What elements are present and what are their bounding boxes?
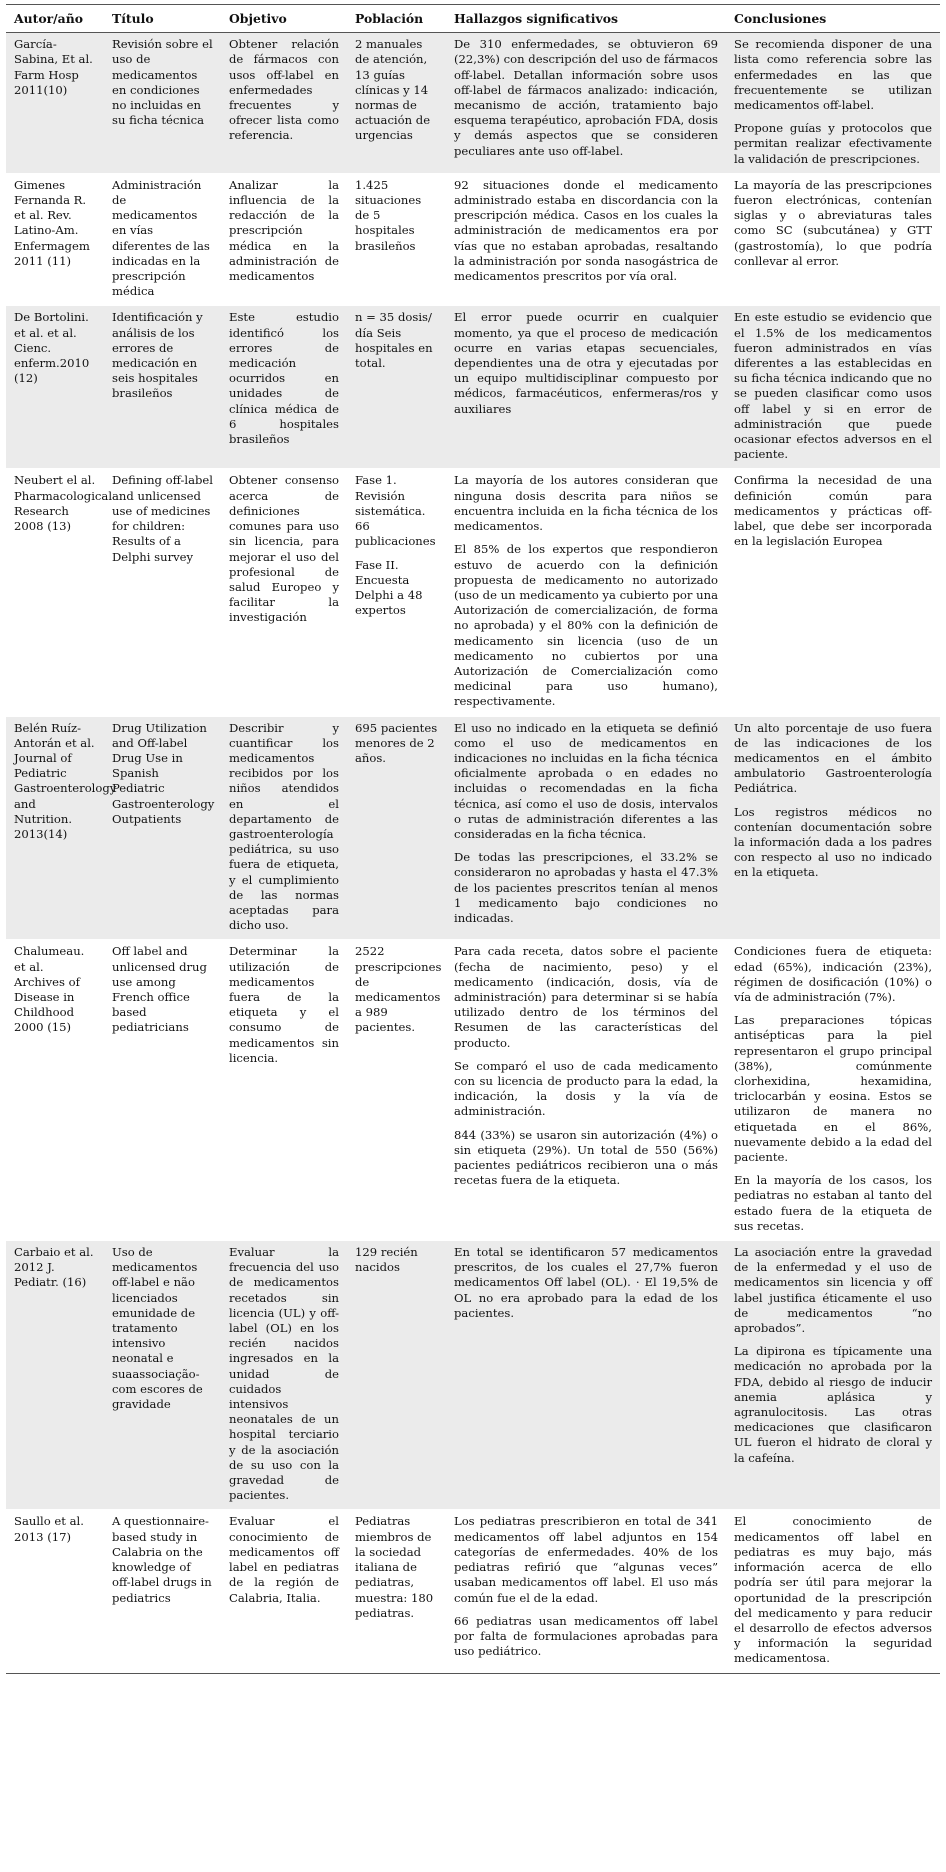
cell-objetivo: Obtener consenso acerca de definiciones comunes para uso sin licencia, para mejorar el uso del profesional de salud Europeo y facilitar la investigación — [229, 473, 339, 625]
cell-poblacion — [347, 1510, 446, 1673]
cell-poblacion — [347, 716, 446, 940]
cell-objetivo: Este estudio identificó los errores de medicación ocurridos en unidades de clínica médica de 6 hospitales brasileños — [229, 310, 339, 447]
poblacion-paragraph: Fase 1. Revisión sistemática. 66 publicaciones — [355, 473, 436, 549]
cell-hallazgos — [446, 173, 726, 306]
conclusiones-paragraph: En la mayoría de los casos, los pediatras no estaban al tanto del estado fuera de la etiqueta de sus recetas. — [734, 1173, 932, 1233]
poblacion-paragraph: 2522 prescripciones de medicamentos a 989 pacientes. — [355, 944, 442, 1035]
conclusiones-paragraph: Propone guías y protocolos que permitan realizar efectivamente la validación de prescripciones. — [734, 121, 932, 166]
cell-hallazgos — [446, 306, 726, 469]
cell-autor: Gimenes Fernanda R. et al. Rev. Latino-Am. Enfermagem 2011 (11) — [14, 177, 90, 268]
cell-poblacion — [347, 33, 446, 174]
hallazgos-paragraph: De todas las prescripciones, el 33.2% se consideraron no aprobadas y hasta el 47.3% de los pacientes prescritos tenían al menos 1 medicamento bajo condiciones no indicadas. — [454, 850, 718, 925]
hallazgos-paragraph: El uso no indicado en la etiqueta se definió como el uso de medicamentos en indicaciones no incluidas en la ficha técnica oficialmente aprobada o en edades no incluidas o recomendadas en la ficha técnica, así como el uso de dosis, intervalos o rutas de administración diferentes a las consideradas en la ficha técnica. — [454, 720, 718, 841]
cell-poblacion — [347, 1241, 446, 1510]
cell-autor: Carbaio et al. 2012 J. Pediatr. (16) — [14, 1245, 94, 1290]
conclusiones-paragraph: Los registros médicos no contenían documentación sobre la información dada a los padres con respecto al uso no indicado en la etiqueta. — [734, 804, 932, 880]
cell-titulo: Defining off-label and unlicensed use of medicines for children: Results of a Delphi survey — [112, 473, 213, 564]
poblacion-paragraph: 695 pacientes menores de 2 años. — [355, 720, 438, 765]
hallazgos-paragraph: En total se identificaron 57 medicamentos prescritos, de los cuales el 27,7% fueron medicamentos Off label (OL). · El 19,5% de OL no era aprobado para la edad de los pacientes. — [454, 1245, 718, 1320]
table-body — [6, 33, 940, 1673]
cell-hallazgos — [446, 33, 726, 174]
table-row — [6, 1510, 940, 1673]
cell-objetivo: Evaluar la frecuencia del uso de medicamentos recetados sin licencia (UL) y off-label (OL) en los recién nacidos ingresados en la unidad de cuidados intensivos neonatales de un hospital terciario y de la asociación de su uso con la gravedad de pacientes. — [229, 1245, 339, 1503]
cell-objetivo: Analizar la influencia de la redacción de la prescripción médica en la administración de medicamentos — [229, 177, 339, 284]
poblacion-paragraph: 1.425 situaciones de 5 hospitales brasileños — [355, 177, 422, 253]
header-titulo: Título — [112, 11, 154, 26]
hallazgos-paragraph: 66 pediatras usan medicamentos off label por falta de formulaciones aprobadas para uso pediátrico. — [454, 1613, 718, 1659]
header-conclusiones: Conclusiones — [734, 11, 827, 26]
header-hallazgos: Hallazgos significativos — [454, 11, 618, 26]
poblacion-paragraph: 2 manuales de atención, 13 guías clínicas y 14 normas de actuación de urgencias — [355, 37, 431, 143]
poblacion-paragraph: Fase II. Encuesta Delphi a 48 expertos — [355, 557, 423, 618]
cell-conclusiones — [726, 469, 940, 716]
hallazgos-paragraph: La mayoría de los autores consideran que ninguna dosis descrita para niños se encuentra incluida en la ficha técnica de los medicamentos. — [454, 473, 718, 534]
hallazgos-paragraph: El 85% de los expertos que respondieron estuvo de acuerdo con la definición propuesta de medicamento no autorizado (uso de un medicamento ya cubierto por una Autorización de comercialización, de forma no aprobada) y el 80% con la definición de medicamento sin licencia (uso de un medicamento no cubiertos por una Autorización de Comercialización como medicinal para uso humano), respectivamente. — [454, 542, 718, 709]
conclusiones-paragraph: La mayoría de las prescripciones fueron electrónicas, contenían siglas y o abreviaturas tales como SC (subcutánea) y GTT (gastrostomía), lo que podría conllevar al error. — [734, 177, 932, 268]
table-row — [6, 716, 940, 940]
cell-conclusiones — [726, 173, 940, 306]
table-row — [6, 1241, 940, 1510]
cell-titulo: Revisión sobre el uso de medicamentos en condiciones no incluidas en su ficha técnica — [112, 37, 213, 128]
cell-hallazgos — [446, 1241, 726, 1510]
conclusiones-paragraph: La asociación entre la gravedad de la enfermedad y el uso de medicamentos sin licencia y off label justifica éticamente el uso de medicamentos “no aprobados”. — [734, 1245, 932, 1336]
cell-conclusiones — [726, 1510, 940, 1673]
cell-autor: Neubert el al. Pharmacological Research 2008 (13) — [14, 473, 113, 534]
cell-autor: Chalumeau. et al. Archives of Disease in Childhood 2000 (15) — [14, 944, 85, 1035]
cell-objetivo: Evaluar el conocimiento de medicamentos off label en pediatras de la región de Calabria, Italia. — [229, 1514, 339, 1605]
conclusiones-paragraph: La dipirona es típicamente una medicación no aprobada por la FDA, debido al riesgo de inducir anemia aplásica y agranulocitosis. Las otras medicaciones que clasificaron UL fueron el hidrato de cloral y la cafeína. — [734, 1344, 932, 1465]
header-row — [6, 5, 940, 33]
conclusiones-paragraph: Las preparaciones tópicas antisépticas para la piel representaron el grupo principal (38%), comúnmente clorhexidina, hexamidina, triclocarbán y eosina. Estos se utilizaron de manera no etiquetada en el 86%, nuevamente debido a la edad del paciente. — [734, 1013, 932, 1165]
cell-conclusiones — [726, 306, 940, 469]
cell-poblacion — [347, 469, 446, 716]
cell-titulo: Uso de medicamentos off-label e não licenciados emunidade de tratamento intensivo neonatal e suaassociação-com escores de gravidade — [112, 1245, 203, 1412]
hallazgos-paragraph: El error puede ocurrir en cualquier momento, ya que el proceso de medicación ocurre en varias etapas secuenciales, dependientes una de otra y ejecutadas por un equipo multidisciplinar compuesto por médicos, farmacéuticos, enfermeras/ros y auxiliares — [454, 310, 718, 416]
cell-autor: Saullo et al. 2013 (17) — [14, 1514, 84, 1544]
cell-titulo: Drug Utilization and Off-label Drug Use in Spanish Pediatric Gastroenterology Outpatients — [112, 720, 215, 826]
cell-conclusiones — [726, 33, 940, 174]
poblacion-paragraph: 129 recién nacidos — [355, 1245, 418, 1275]
hallazgos-paragraph: 92 situaciones donde el medicamento administrado estaba en discordancia con la prescripción médica. Casos en los cuales la administración de medicamentos era por vías que no estaban aprobadas, resaltando la administración por sonda nasogástrica de medicamentos prescritos por vía oral. — [454, 177, 718, 284]
cell-hallazgos — [446, 1510, 726, 1673]
cell-conclusiones — [726, 940, 940, 1241]
cell-titulo: Administración de medicamentos en vías diferentes de las indicadas en la prescripción médica — [112, 177, 210, 299]
cell-objetivo: Obtener relación de fármacos con usos off-label en enfermedades frecuentes y ofrecer lista como referencia. — [229, 37, 339, 143]
hallazgos-paragraph: Para cada receta, datos sobre el paciente (fecha de nacimiento, peso) y el medicamento (indicación, dosis, vía de administración) para determinar si se había utilizado dentro de los términos del Resumen de las características del producto. — [454, 944, 718, 1050]
conclusiones-paragraph: Confirma la necesidad de una definición común para medicamentos y prácticas off-label, que debe ser incorporada en la legislación Europea — [734, 473, 932, 549]
cell-poblacion — [347, 173, 446, 306]
cell-hallazgos — [446, 716, 726, 940]
cell-hallazgos — [446, 469, 726, 716]
cell-hallazgos — [446, 940, 726, 1241]
cell-conclusiones — [726, 1241, 940, 1510]
cell-poblacion — [347, 940, 446, 1241]
table-row — [6, 306, 940, 469]
studies-table — [6, 4, 940, 1674]
table-header — [6, 5, 940, 33]
header-objetivo: Objetivo — [229, 11, 287, 26]
cell-titulo: Identificación y análisis de los errores de medicación en seis hospitales brasileños — [112, 310, 203, 401]
conclusiones-paragraph: El conocimiento de medicamentos off label en pediatras es muy bajo, más información acerca de ello podría ser útil para mejorar la oportunidad de la prescripción del medicamento y para reducir el desarrollo de efectos adversos y información la seguridad medicamentosa. — [734, 1514, 932, 1666]
hallazgos-paragraph: Los pediatras prescribieron en total de 341 medicamentos off label adjuntos en 154 categorías de enfermedades. 40% de los pediatras refirió que “algunas veces” usaban medicamentos off label. El uso más común fue el de la edad. — [454, 1514, 718, 1605]
cell-objetivo: Describir y cuantificar los medicamentos recibidos por los niños atendidos en el departamento de gastroenterología pediátrica, su uso fuera de etiqueta, y el cumplimiento de las normas aceptadas para dicho uso. — [229, 720, 339, 933]
conclusiones-paragraph: Condiciones fuera de etiqueta: edad (65%), indicación (23%), régimen de dosificación (10%) o vía de administración (7%). — [734, 944, 932, 1004]
hallazgos-paragraph: De 310 enfermedades, se obtuvieron 69 (22,3%) con descripción del uso de fármacos off-label. Detallan información sobre usos off-label de fármacos analizado: indicación, mecanismo de acción, tratamiento bajo esquema terapéutico, aprobación FDA, dosis y demás aspectos que se consideren peculiares ante uso off-label. — [454, 37, 718, 158]
hallazgos-paragraph: 844 (33%) se usaron sin autorización (4%) o sin etiqueta (29%). Un total de 550 (56%) pacientes pediátricos recibieron una o más recetas fuera de la etiqueta. — [454, 1127, 718, 1188]
table-row — [6, 940, 940, 1241]
table-row — [6, 173, 940, 306]
conclusiones-paragraph: Se recomienda disponer de una lista como referencia sobre las enfermedades en las que frecuentemente se utilizan medicamentos off-label. — [734, 37, 932, 113]
cell-autor: García-Sabina, Et al. Farm Hosp 2011(10) — [14, 37, 93, 97]
cell-autor: Belén Ruíz-Antorán et al. Journal of Pediatric Gastroenterology and Nutrition. 2013(14) — [14, 720, 117, 841]
cell-objetivo: Determinar la utilización de medicamentos fuera de la etiqueta y el consumo de medicamentos sin licencia. — [229, 944, 339, 1065]
conclusiones-paragraph: Un alto porcentaje de uso fuera de las indicaciones de los medicamentos en el ámbito ambulatorio Gastroenterología Pediátrica. — [734, 720, 932, 796]
cell-autor: De Bortolini. et al. et al. Cienc. enferm.2010 (12) — [14, 310, 90, 386]
cell-poblacion — [347, 306, 446, 469]
hallazgos-paragraph: Se comparó el uso de cada medicamento con su licencia de producto para la edad, la indicación, la dosis y la vía de administración. — [454, 1058, 718, 1119]
table-row — [6, 33, 940, 174]
poblacion-paragraph: n = 35 dosis/ día Seis hospitales en total. — [355, 310, 433, 371]
cell-titulo: A questionnaire-based study in Calabria on the knowledge of off-label drugs in pediatrics — [112, 1514, 212, 1605]
poblacion-paragraph: Pediatras miembros de la sociedad italiana de pediatras, muestra: 180 pediatras. — [355, 1514, 434, 1620]
header-poblacion: Población — [355, 11, 424, 26]
table-row — [6, 469, 940, 716]
cell-titulo: Off label and unlicensed drug use among French office based pediatricians — [112, 944, 207, 1035]
header-autor: Autor/año — [14, 11, 83, 26]
conclusiones-paragraph: En este estudio se evidencio que el 1.5% de los medicamentos fueron administrados en vías diferentes a las establecidas en su ficha técnica indicando que no se pueden clasificar como usos off label y si en error de administración que puede ocasionar efectos adversos en el paciente. — [734, 310, 932, 462]
cell-conclusiones — [726, 716, 940, 940]
